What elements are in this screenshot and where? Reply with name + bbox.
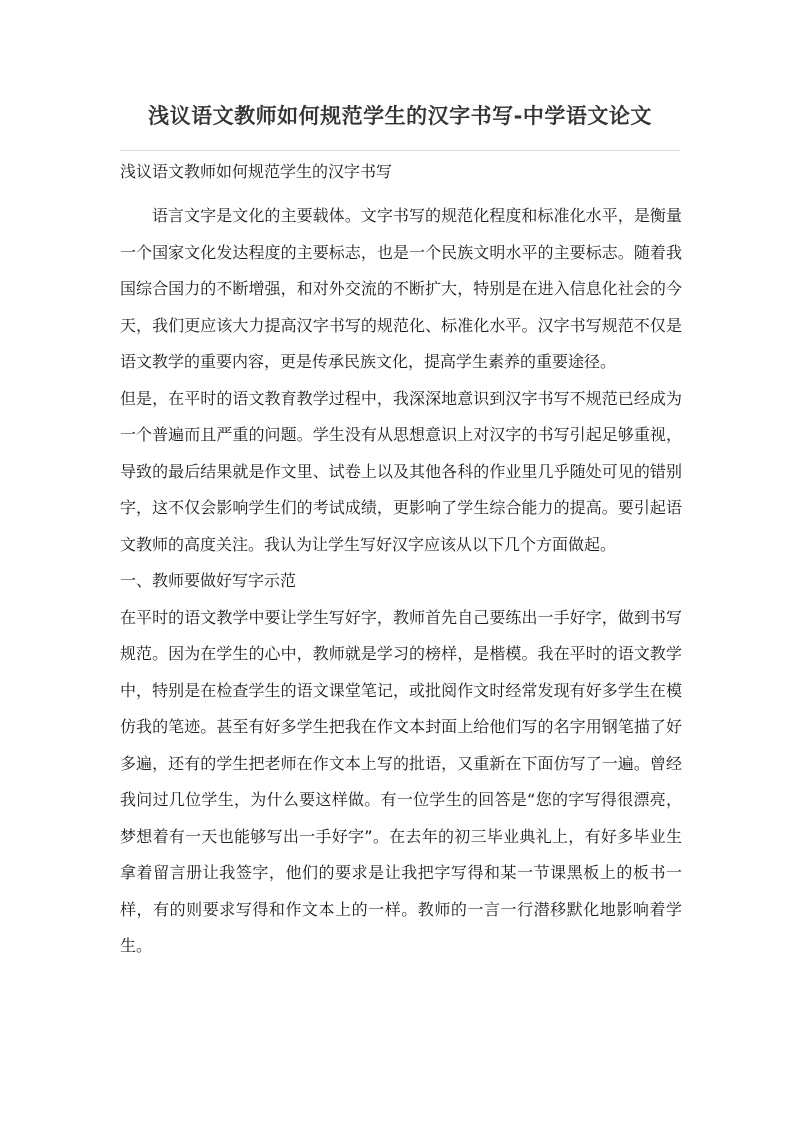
paragraph-intro: 语言文字是文化的主要载体。文字书写的规范化程度和标准化水平，是衡量一个国家文化发达程度的主要标志，也是一个民族文明水平的主要标志。随着我国综合国力的不断增强，和对外交流的不断扩大，特别是在进入信息化社会的今天，我们更应该大力提高汉字书写的规范化、标准化水平。汉字书写规范不仅是语文教学的重要内容，更是传承民族文化，提高学生素养的重要途径。 xyxy=(120,206,682,371)
document-body xyxy=(120,198,682,965)
document-title: 浅议语文教师如何规范学生的汉字书写-中学语文论文 xyxy=(148,104,652,128)
paragraph-problem: 但是，在平时的语文教育教学过程中，我深深地意识到汉字书写不规范已经成为一个普遍而且严重的问题。学生没有从思想意识上对汉字的书写引起足够重视，导致的最后结果就是作文里、试卷上以及其他各科的作业里几乎随处可见的错别字，这不仅会影响学生们的考试成绩，更影响了学生综合能力的提高。要引起语文教师的高度关注。我认为让学生写好汉字应该从以下几个方面做起。 xyxy=(120,388,682,554)
paragraph-teacher-example: 在平时的语文教学中要让学生写好字，教师首先自己要练出一手好字，做到书写规范。因为在学生的心中，教师就是学习的榜样，是楷模。我在平时的语文教学中，特别是在检查学生的语文课堂笔记，或批阅作文时经常发现有好多学生在模仿我的笔迹。甚至有好多学生把我在作文本封面上给他们写的名字用钢笔描了好多遍，还有的学生把老师在作文本上写的批语，又重新在下面仿写了一遍。曾经我问过几位学生，为什么要这样做。有一位学生的回答是“您的字写得很漂亮，梦想着有一天也能够写出一手好字”。在去年的初三毕业典礼上，有好多毕业生拿着留言册让我签字，他们的要求是让我把字写得和某一节课黑板上的板书一样，有的则要求写得和作文本上的一样。教师的一言一行潜移默化地影响着学生。 xyxy=(120,607,682,955)
title-divider xyxy=(120,150,680,151)
document-subtitle: 浅议语文教师如何规范学生的汉字书写 xyxy=(120,162,393,181)
section-heading: 一、教师要做好写字示范 xyxy=(120,571,297,590)
